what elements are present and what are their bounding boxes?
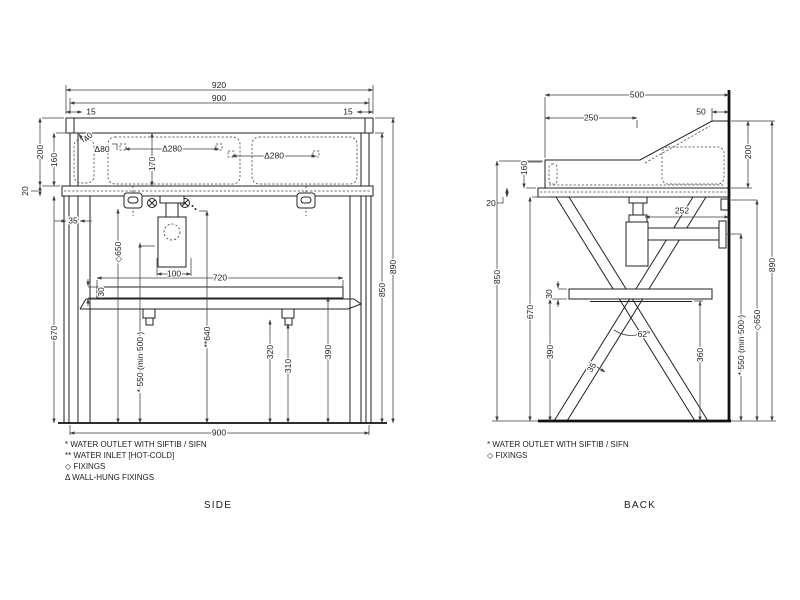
dim-side-underside-height: 850 bbox=[377, 282, 387, 298]
back-legend bbox=[487, 440, 629, 460]
dim-side-basin-width: 900 bbox=[211, 93, 227, 103]
dim-side-shelf-height: 390 bbox=[323, 344, 333, 360]
dim-side-shelf-length: 720 bbox=[212, 272, 228, 283]
dim-side-rim-inset-left: 15 bbox=[86, 106, 96, 117]
dim-side-leg-thickness: 35 bbox=[68, 215, 78, 226]
dim-back-wall-gap: 50 bbox=[696, 106, 706, 117]
dim-back-leg-thickness: 35 bbox=[584, 360, 599, 375]
dim-back-leg-height: 670 bbox=[525, 304, 535, 320]
side-view-title: SIDE bbox=[203, 500, 233, 511]
dim-side-trap-width: 100 bbox=[166, 268, 182, 279]
dim-side-inlet-height: **640 bbox=[202, 326, 212, 348]
dim-side-shelf-thickness: 30 bbox=[96, 287, 106, 297]
dim-back-bowl-center: 250 bbox=[583, 112, 599, 123]
dim-back-trap-to-wall: 252 bbox=[674, 205, 690, 216]
dim-side-hook-height-inner: 310 bbox=[283, 358, 293, 374]
dim-back-splashback-height: 200 bbox=[743, 144, 753, 160]
side-legend-wall-hung-fixings: Δ WALL-HUNG FIXINGS bbox=[65, 473, 155, 482]
side-dimension-labels bbox=[20, 80, 398, 438]
back-view bbox=[486, 90, 777, 511]
side-shelf bbox=[80, 287, 361, 309]
dim-side-fixing-height: ◇650 bbox=[113, 241, 123, 263]
dim-back-leg-angle: 62° bbox=[637, 329, 651, 339]
dim-back-underside-height: 850 bbox=[492, 269, 502, 285]
dim-side-overall-width: 920 bbox=[211, 80, 227, 90]
dim-side-leg-height: 670 bbox=[49, 325, 59, 341]
dim-back-overall-depth: 500 bbox=[629, 89, 645, 100]
dim-side-front-height: 200 bbox=[35, 144, 45, 160]
dim-side-rim-inset-right: 15 bbox=[343, 106, 353, 117]
dim-side-fixing-pitch-left: Δ280 bbox=[162, 143, 182, 154]
dim-side-rim-edge: 40 bbox=[80, 129, 95, 144]
side-view bbox=[20, 80, 398, 511]
dim-back-worktop-thickness: 20 bbox=[486, 198, 496, 208]
side-towel-hooks bbox=[143, 309, 294, 325]
dim-side-fixing-pitch-right: Δ280 bbox=[264, 150, 284, 161]
dim-side-fixing-edge-offset: Δ80 bbox=[94, 144, 110, 154]
side-legend-fixings: ◇ FIXINGS bbox=[65, 462, 106, 471]
back-shelf bbox=[569, 289, 712, 302]
side-mounting-brackets bbox=[124, 193, 315, 208]
dim-side-base-width: 900 bbox=[211, 427, 227, 438]
dim-side-bowl-front-height: 160 bbox=[49, 152, 59, 168]
dim-back-shelf-height: 390 bbox=[545, 344, 555, 360]
dim-back-outlet-height: * 550 (min 500 ) bbox=[736, 314, 746, 376]
side-basin bbox=[62, 118, 373, 216]
dim-side-overall-height: 890 bbox=[388, 259, 398, 275]
dim-back-shelf-thickness: 30 bbox=[544, 289, 554, 299]
side-legend-inlet: ** WATER INLET [HOT-COLD] bbox=[65, 451, 175, 460]
dim-side-worktop-thickness: 20 bbox=[20, 186, 30, 196]
dim-back-fixing-height: ◇650 bbox=[752, 309, 762, 331]
dim-side-outlet-height: * 550 (min 500 ) bbox=[135, 331, 145, 393]
dim-back-rail-height: 360 bbox=[695, 347, 705, 363]
dim-side-bowl-depth: 170 bbox=[147, 156, 157, 172]
back-legend-outlet: * WATER OUTLET WITH SIFTIB / SIFN bbox=[487, 440, 629, 449]
side-legend bbox=[65, 440, 207, 482]
back-legend-fixings: ◇ FIXINGS bbox=[487, 451, 528, 460]
dim-side-hook-height-outer: 320 bbox=[265, 344, 275, 360]
side-legend-outlet: * WATER OUTLET WITH SIFTIB / SIFN bbox=[65, 440, 207, 449]
dim-back-bowl-front-height: 160 bbox=[519, 160, 529, 176]
back-view-title: BACK bbox=[623, 500, 657, 511]
dim-back-overall-height: 890 bbox=[767, 257, 777, 273]
